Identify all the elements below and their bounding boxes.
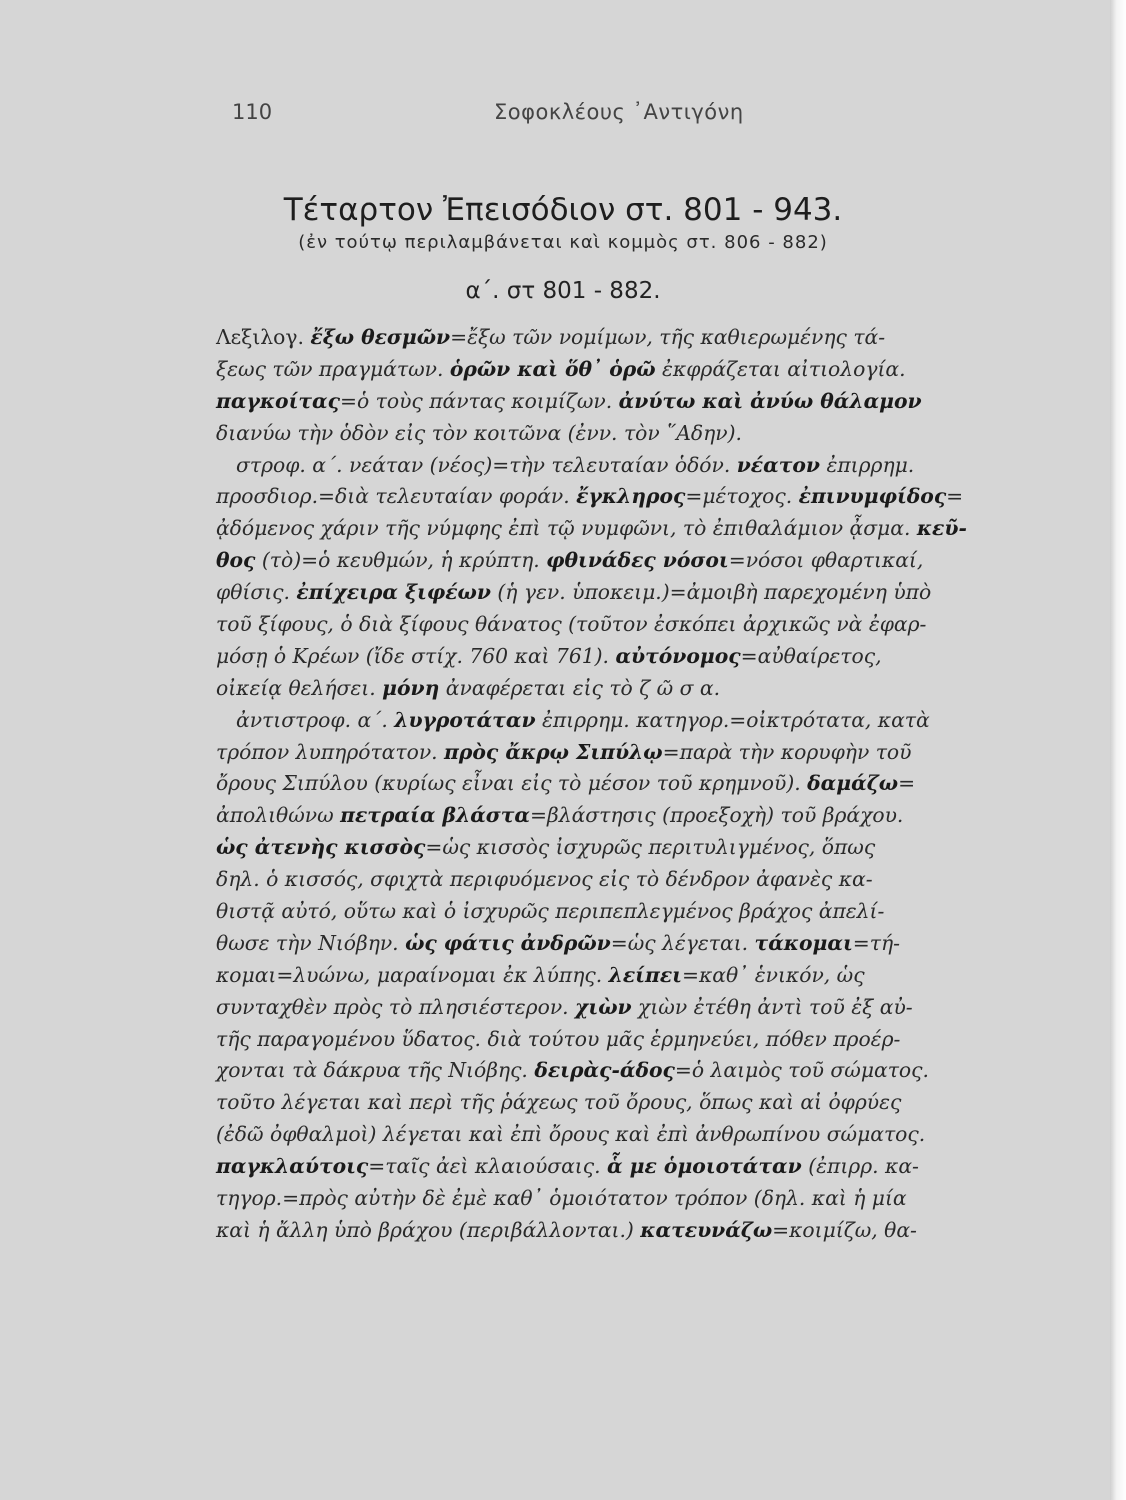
- gloss-text: (ἐδῶ ὀφθαλμοὶ) λέγεται καὶ ἐπὶ ὄρους καὶ ἐπὶ ἀνθρωπίνου σώματος.: [216, 1122, 926, 1147]
- gloss-text: μόσῃ ὁ Κρέων (ἴδε στίχ. 760 καὶ 761).: [216, 643, 616, 668]
- text-line: [216, 386, 1106, 418]
- gloss-text: =κοιμίζω, θα-: [772, 1217, 917, 1242]
- gloss-text: στροφ. α΄. νεάταν (νέος)=τὴν τελευταίαν ὁδόν.: [236, 452, 737, 477]
- lemma: ὁρῶν καὶ ὅθ᾿ ὁρῶ: [449, 356, 656, 381]
- gloss-text: τηγορ.=πρὸς αὐτὴν δὲ ἐμὲ καθ᾿ ὁμοιότατον τρόπον (δηλ. καὶ ἡ μία: [216, 1186, 907, 1211]
- gloss-text: =καθ᾿ ἑνικόν, ὡς: [681, 962, 865, 987]
- lemma: λείπει: [608, 962, 682, 987]
- gloss-text: ἐπιρρημ.: [820, 452, 915, 477]
- gloss-text: =παρὰ τὴν κορυφὴν τοῦ: [662, 739, 912, 764]
- gloss-text: συνταχθὲν πρὸς τὸ πλησιέστερον.: [216, 994, 576, 1019]
- gloss-text: ἀντιστροφ. α΄.: [236, 707, 395, 732]
- gloss-text: ἐκφράζεται αἰτιολογία.: [655, 356, 906, 381]
- gloss-text: οἰκείᾳ θελήσει.: [216, 675, 383, 700]
- gloss-text: κομαι=λυώνω, μαραίνομαι ἐκ λύπης.: [216, 962, 609, 987]
- gloss-text: χονται τὰ δάκρυα τῆς Νιόβης.: [216, 1058, 535, 1083]
- text-line: [216, 1215, 1106, 1247]
- text-line: [216, 322, 1106, 354]
- gloss-text: (τὸ)=ὁ κευθμών, ἡ κρύπτη.: [255, 548, 547, 573]
- gloss-text: =ὡς κισσὸς ἰσχυρῶς περιτυλιγμένος, ὅπως: [425, 835, 876, 860]
- gloss-text: (ἐπιρρ. κα-: [801, 1154, 919, 1179]
- text-line: [216, 832, 1106, 864]
- text-line: [216, 768, 1106, 800]
- glossary-body: [216, 322, 1106, 1247]
- lemma: χιὼν: [575, 994, 632, 1019]
- gloss-text: =ἔξω τῶν νομίμων, τῆς καθιερωμένης τά-: [450, 325, 886, 349]
- lemma: λυγροτάταν: [394, 707, 536, 732]
- lemma: παγκοίτας: [216, 388, 340, 413]
- gloss-text: =ὁ λαιμὸς τοῦ σώματος.: [674, 1058, 929, 1083]
- lemma: κεῦ-: [916, 516, 967, 541]
- lemma: ἐπινυμφίδος: [798, 484, 947, 509]
- gloss-text: φθίσις.: [216, 580, 297, 605]
- gloss-text: =ταῖς ἀεὶ κλαιούσαις.: [368, 1154, 608, 1179]
- section-heading: α΄. στ 801 - 882.: [465, 278, 661, 304]
- text-line: [216, 1024, 1106, 1056]
- gloss-text: καὶ ἡ ἄλλη ὑπὸ βράχου (περιβάλλονται.): [216, 1217, 641, 1242]
- lemma: ἔγκληρος: [576, 484, 686, 509]
- text-line: [216, 1119, 1106, 1151]
- lemma: δειρὰς-άδος: [534, 1058, 675, 1083]
- gloss-text: (ἡ γεν. ὑποκειμ.)=ἀμοιβὴ παρεχομένη ὑπὸ: [490, 580, 932, 605]
- running-header: [232, 100, 932, 130]
- lemma: νέατον: [736, 452, 820, 477]
- lemma: ἇ με ὁμοιοτάταν: [607, 1154, 802, 1179]
- lemma: ἔξω θεσμῶν: [310, 325, 451, 349]
- text-line: [216, 737, 1106, 769]
- gloss-text: τῆς παραγομένου ὕδατος. διὰ τούτου μᾶς ἑρμηνεύει, πόθεν προέρ-: [216, 1026, 901, 1051]
- gloss-text: τοῦ ξίφους, ὁ διὰ ξίφους θάνατος (τοῦτον ἐσκόπει ἀρχικῶς νὰ ἐφαρ-: [216, 612, 927, 637]
- text-line: [216, 1055, 1106, 1087]
- gloss-text: =: [946, 484, 964, 509]
- text-line: [216, 673, 1106, 705]
- text-line: [216, 960, 1106, 992]
- running-title: Σοφοκλέους ᾿Αντιγόνη: [494, 100, 744, 124]
- lemma: παγκλαύτοις: [216, 1154, 369, 1179]
- lemma: τάκομαι: [754, 930, 853, 955]
- text-line: [216, 896, 1106, 928]
- gloss-text: ἀπολιθώνω: [216, 803, 341, 828]
- text-line: [216, 641, 1106, 673]
- gloss-text: δηλ. ὁ κισσός, σφιχτὰ περιφυόμενος εἰς τὸ δένδρον ἀφανὲς κα-: [216, 867, 873, 892]
- page-number: 110: [232, 100, 273, 124]
- text-line: [216, 513, 1106, 545]
- text-line: [216, 992, 1106, 1024]
- lemma: ὡς φάτις ἀνδρῶν: [405, 930, 611, 955]
- gloss-text: τοῦτο λέγεται καὶ περὶ τῆς ῥάχεως τοῦ ὄρους, ὅπως καὶ αἱ ὀφρύες: [216, 1090, 902, 1115]
- gloss-text: =αὐθαίρετος,: [740, 643, 882, 668]
- text-line: [216, 577, 1106, 609]
- lemma: δαμάζω: [807, 771, 899, 796]
- text-line: [216, 545, 1106, 577]
- gloss-text: θωσε τὴν Νιόβην.: [216, 930, 406, 955]
- lemma: ἐπίχειρα ξιφέων: [296, 580, 491, 605]
- lemma: ὡς ἀτενὴς κισσὸς: [216, 835, 426, 860]
- label: Λεξιλογ.: [216, 325, 311, 349]
- gloss-text: =ὁ τοὺς πάντας κοιμίζων.: [340, 388, 619, 413]
- gloss-text: =βλάστησις (προεξοχὴ) τοῦ βράχου.: [530, 803, 904, 828]
- lemma: πρὸς ἄκρῳ Σιπύλῳ: [444, 739, 663, 764]
- gloss-text: ξεως τῶν πραγμάτων.: [216, 356, 450, 381]
- episode-subtitle: (ἐν τούτῳ περιλαμβάνεται καὶ κομμὸς στ. 806 - 882): [298, 232, 828, 253]
- text-line: [216, 1151, 1106, 1183]
- text-line: [216, 450, 1106, 482]
- lemma: φθινάδες νόσοι: [546, 548, 729, 573]
- text-line: [216, 481, 1106, 513]
- gloss-text: τρόπον λυπηρότατον.: [216, 739, 445, 764]
- gloss-text: θιστᾷ αὐτό, οὕτω καὶ ὁ ἰσχυρῶς περιπεπλεγμένος βράχος ἀπελί-: [216, 899, 885, 924]
- gloss-text: =μέτοχος.: [685, 484, 799, 509]
- text-line: [216, 354, 1106, 386]
- lemma: πετραία βλάστα: [340, 803, 531, 828]
- gloss-text: χιὼν ἐτέθη ἀντὶ τοῦ ἐξ αὐ-: [631, 994, 913, 1019]
- gloss-text: =τή-: [852, 930, 901, 955]
- lemma: ἀνύτω καὶ ἀνύω θάλαμον: [618, 388, 922, 413]
- text-line: [216, 928, 1106, 960]
- gloss-text: ὄρους Σιπύλου (κυρίως εἶναι εἰς τὸ μέσον τοῦ κρημνοῦ).: [216, 771, 808, 796]
- lemma: μόνη: [382, 675, 440, 700]
- gloss-text: διανύω τὴν ὁδὸν εἰς τὸν κοιτῶνα (ἐνν. τὸν ῞Αδην).: [216, 420, 742, 445]
- text-line: [216, 864, 1106, 896]
- text-line: [216, 1183, 1106, 1215]
- gloss-text: προσδιορ.=διὰ τελευταίαν φοράν.: [216, 484, 577, 509]
- gloss-text: =: [898, 771, 916, 796]
- gloss-text: ᾀδόμενος χάριν τῆς νύμφης ἐπὶ τῷ νυμφῶνι, τὸ ἐπιθαλάμιον ᾆσμα.: [216, 516, 917, 541]
- gloss-text: ἀναφέρεται εἰς τὸ ζ ῶ σ α.: [439, 675, 721, 700]
- lemma: αὐτόνομος: [615, 643, 741, 668]
- text-line: [216, 705, 1106, 737]
- text-line: [216, 800, 1106, 832]
- text-line: [216, 418, 1106, 450]
- gloss-text: =νόσοι φθαρτικαί,: [728, 548, 924, 573]
- episode-title: Τέταρτον Ἐπεισόδιον στ. 801 - 943.: [283, 192, 843, 228]
- lemma: θος: [216, 548, 256, 573]
- text-line: [216, 609, 1106, 641]
- gloss-text: ἐπιρρημ. κατηγορ.=οἰκτρότατα, κατὰ: [535, 707, 930, 732]
- text-line: [216, 1087, 1106, 1119]
- gloss-text: =ὡς λέγεται.: [610, 930, 755, 955]
- lemma: κατευνάζω: [640, 1217, 773, 1242]
